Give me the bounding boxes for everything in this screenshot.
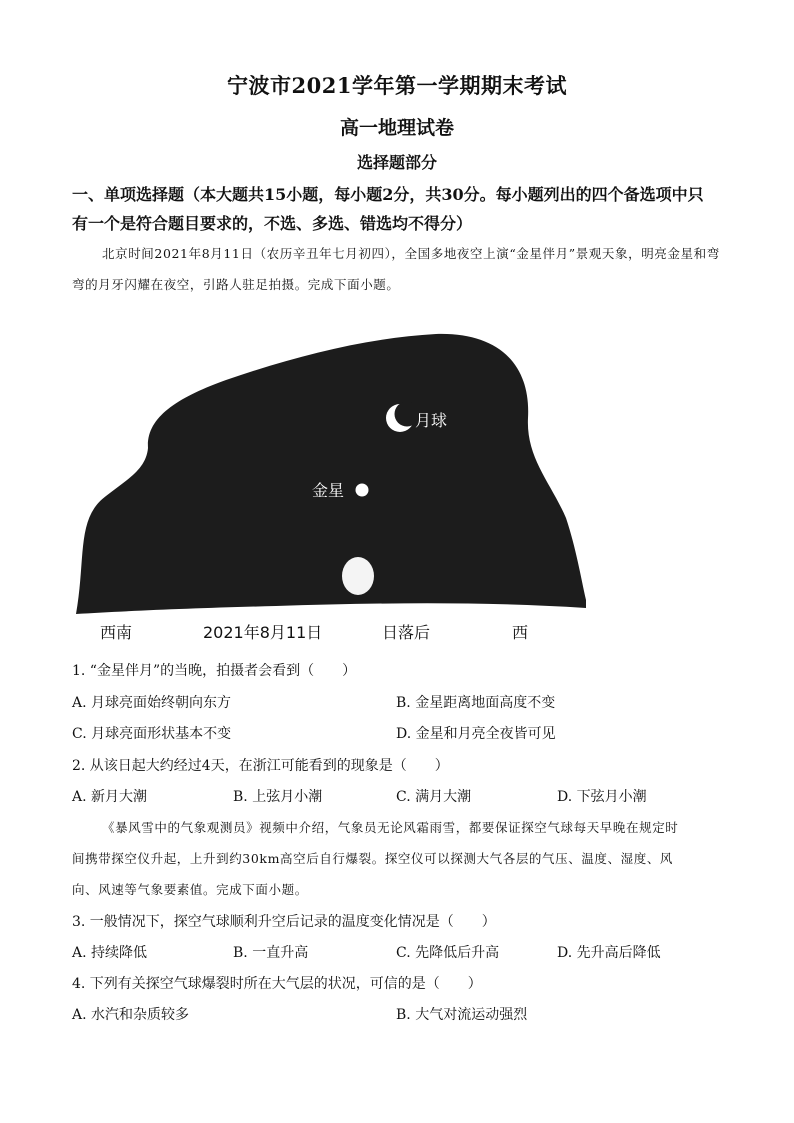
- passage-1: 北京时间2021年8月11日（农历辛丑年七月初四），全国多地夜空上演“金星伴月”景观天象，明亮金星和弯弯的月牙闪耀在夜空，引路人驻足拍摄。完成下面小题。: [72, 246, 720, 292]
- venus-label: 金星: [312, 481, 345, 500]
- question-2-option-d: D. 下弦月小潮: [557, 789, 647, 805]
- question-4-option-a: A. 水汽和杂质较多: [72, 1007, 190, 1023]
- question-2-option-b: B. 上弦月小潮: [233, 789, 323, 805]
- question-4-option-b: B. 大气对流运动强烈: [396, 1007, 528, 1023]
- part-heading-line2: 有一个是符合题目要求的，不选、多选、错选均不得分）: [72, 214, 473, 233]
- sky-silhouette: [76, 334, 586, 614]
- question-2-stem: 2. 从该日起大约经过4天，在浙江可能看到的现象是（ ）: [72, 758, 449, 774]
- part-heading-line1: 一、单项选择题（本大题共15小题，每小题2分，共30分。每小题列出的四个备选项中只: [72, 185, 704, 204]
- question-1-option-d: D. 金星和月亮全夜皆可见: [396, 726, 556, 742]
- exam-title: 宁波市2021学年第一学期期末考试: [227, 73, 567, 98]
- question-3-option-d: D. 先升高后降低: [557, 945, 661, 961]
- question-3-option-c: C. 先降低后升高: [396, 945, 500, 961]
- passage-2-line-3: 向、风速等气象要素值。完成下面小题。: [72, 882, 308, 897]
- question-1-option-c: C. 月球亮面形状基本不变: [72, 726, 232, 742]
- night-sky-illustration: [76, 318, 596, 618]
- question-4-stem: 4. 下列有关探空气球爆裂时所在大气层的状况，可信的是（ ）: [72, 976, 482, 992]
- caption-date: 2021年8月11日: [203, 623, 323, 642]
- venus-dot: [356, 484, 369, 497]
- venus-moon-figure: [76, 318, 596, 622]
- moon-label: 月球: [415, 411, 448, 430]
- question-3-option-a: A. 持续降低: [72, 945, 148, 961]
- exam-subtitle: 高一地理试卷: [339, 117, 454, 139]
- question-1-stem: 1. “金星伴月”的当晚，拍摄者会看到（ ）: [72, 663, 357, 679]
- section-title: 选择题部分: [356, 153, 437, 172]
- question-2-option-c: C. 满月大潮: [396, 789, 472, 805]
- question-1-option-a: A. 月球亮面始终朝向东方: [72, 695, 232, 711]
- question-3-stem: 3. 一般情况下，探空气球顺利升空后记录的温度变化情况是（ ）: [72, 914, 496, 930]
- passage-2-line-2: 间携带探空仪升起，上升到约30km高空后自行爆裂。探空仪可以探测大气各层的气压、温度、湿度、风: [72, 851, 674, 866]
- question-2-option-a: A. 新月大潮: [72, 789, 148, 805]
- caption-west: 西: [512, 623, 529, 642]
- caption-southwest: 西南: [100, 623, 133, 642]
- question-3-option-b: B. 一直升高: [233, 945, 309, 961]
- horizon-glow: [342, 557, 374, 595]
- passage-2-line-1: 《暴风雪中的气象观测员》视频中介绍，气象员无论风霜雨雪，都要保证探空气球每天早晚在规定时: [102, 820, 679, 835]
- caption-time: 日落后: [382, 623, 431, 642]
- question-1-option-b: B. 金星距离地面高度不变: [396, 695, 556, 711]
